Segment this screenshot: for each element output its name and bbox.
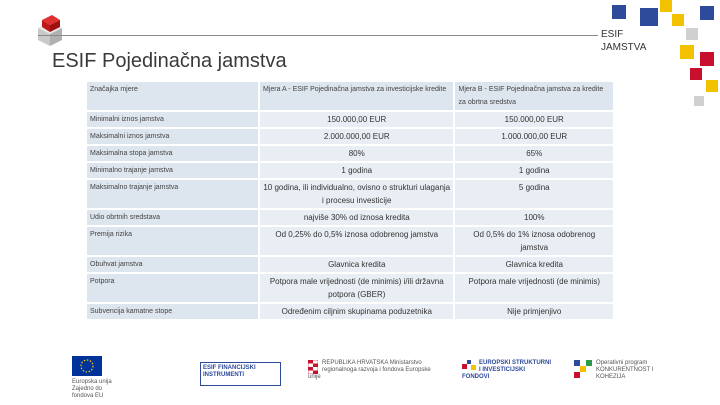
square xyxy=(700,52,714,66)
table-cell: Određenim ciljnim skupinama poduzetnika xyxy=(260,304,453,319)
jamstva-table xyxy=(85,80,615,321)
table-cell: Glavnica kredita xyxy=(260,257,453,272)
row-label: Potpora xyxy=(87,274,258,302)
header-cell: Mjera B - ESIF Pojedinačna jamstva za kredite za obrtna sredstva xyxy=(455,82,613,110)
square xyxy=(660,0,672,12)
square xyxy=(640,8,658,26)
row-label: Maksimalna stopa jamstva xyxy=(87,146,258,161)
header-cell: Značajka mjere xyxy=(87,82,258,110)
op-cube-icon xyxy=(574,360,592,378)
table-cell: Potpora male vrijednosti (de minimis) xyxy=(455,274,613,302)
table-cell: 1.000.000,00 EUR xyxy=(455,129,613,144)
table-header-row xyxy=(87,82,613,110)
gov-text: REPUBLIKA HRVATSKA Ministarstvo regionalnoga razvoja i fondova Europske unije xyxy=(308,360,431,380)
op-text: Operativni program KONKURENTNOST I KOHEZIJA xyxy=(596,360,654,380)
croatia-coat-icon xyxy=(308,360,318,374)
footer-logos xyxy=(0,350,720,405)
table-cell: 1 godina xyxy=(455,163,613,178)
eu-flag-icon xyxy=(72,356,102,376)
square xyxy=(700,6,714,20)
gov-logo xyxy=(308,360,438,381)
table-cell: 10 godina, ili individualno, ovisno o strukturi ulaganja i procesu investicije xyxy=(260,180,453,208)
table-row xyxy=(87,163,613,178)
square xyxy=(686,28,698,40)
table-cell: 80% xyxy=(260,146,453,161)
brand-line-1: ESIF xyxy=(601,29,624,40)
eu-text: Europska unija Zajedno do fondova EU xyxy=(72,379,112,399)
page-title: ESIF Pojedinačna jamstva xyxy=(52,50,287,72)
table-cell: 100% xyxy=(455,210,613,225)
esif-fi-text: ESIF FINANCIJSKI INSTRUMENTI xyxy=(203,365,256,378)
header-cell: Mjera A - ESIF Pojedinačna jamstva za investicijske kredite xyxy=(260,82,453,110)
table-cell: Od 0,5% do 1% iznosa odobrenog jamstva xyxy=(455,227,613,255)
brand-line-2: JAMSTVA xyxy=(601,42,647,53)
table-cell: Potpora male vrijednosti (de minimis) i/ili državna potpora (GBER) xyxy=(260,274,453,302)
square xyxy=(694,96,704,106)
table-cell: 2.000.000,00 EUR xyxy=(260,129,453,144)
esif-cube-logo xyxy=(30,14,70,48)
row-label: Subvencija kamatne stope xyxy=(87,304,258,319)
table-cell: Nije primjenjivo xyxy=(455,304,613,319)
table-row xyxy=(87,112,613,127)
square xyxy=(680,45,694,59)
table-row xyxy=(87,274,613,302)
table-row xyxy=(87,304,613,319)
row-label: Premija rizika xyxy=(87,227,258,255)
brand-label xyxy=(601,28,646,54)
table-row xyxy=(87,180,613,208)
row-label: Maksimalno trajanje jamstva xyxy=(87,180,258,208)
table-cell: Glavnica kredita xyxy=(455,257,613,272)
funds-logo xyxy=(462,360,552,381)
table-cell: 5 godina xyxy=(455,180,613,208)
table-row xyxy=(87,227,613,255)
square xyxy=(706,80,718,92)
square xyxy=(690,68,702,80)
funds-text: EUROPSKI STRUKTURNI I INVESTICIJSKI FONDOVI xyxy=(462,360,552,380)
table-row xyxy=(87,257,613,272)
esif-fi-logo xyxy=(200,362,281,386)
table-row xyxy=(87,210,613,225)
table-cell: najviše 30% od iznosa kredita xyxy=(260,210,453,225)
row-label: Udio obrtnih sredstava xyxy=(87,210,258,225)
table-cell: 65% xyxy=(455,146,613,161)
table-row xyxy=(87,129,613,144)
row-label: Minimalni iznos jamstva xyxy=(87,112,258,127)
eu-logo xyxy=(72,356,112,400)
table-cell: 150.000,00 EUR xyxy=(455,112,613,127)
table-cell: 1 godina xyxy=(260,163,453,178)
square xyxy=(612,5,626,19)
table-row xyxy=(87,146,613,161)
row-label: Minimalno trajanje jamstva xyxy=(87,163,258,178)
funds-star-icon xyxy=(462,360,476,374)
op-logo xyxy=(574,360,684,381)
table-cell: 150.000,00 EUR xyxy=(260,112,453,127)
square xyxy=(672,14,684,26)
header-rule xyxy=(38,35,598,36)
row-label: Maksimalni iznos jamstva xyxy=(87,129,258,144)
row-label: Obuhvat jamstva xyxy=(87,257,258,272)
table-cell: Od 0,25% do 0,5% iznosa odobrenog jamstva xyxy=(260,227,453,255)
